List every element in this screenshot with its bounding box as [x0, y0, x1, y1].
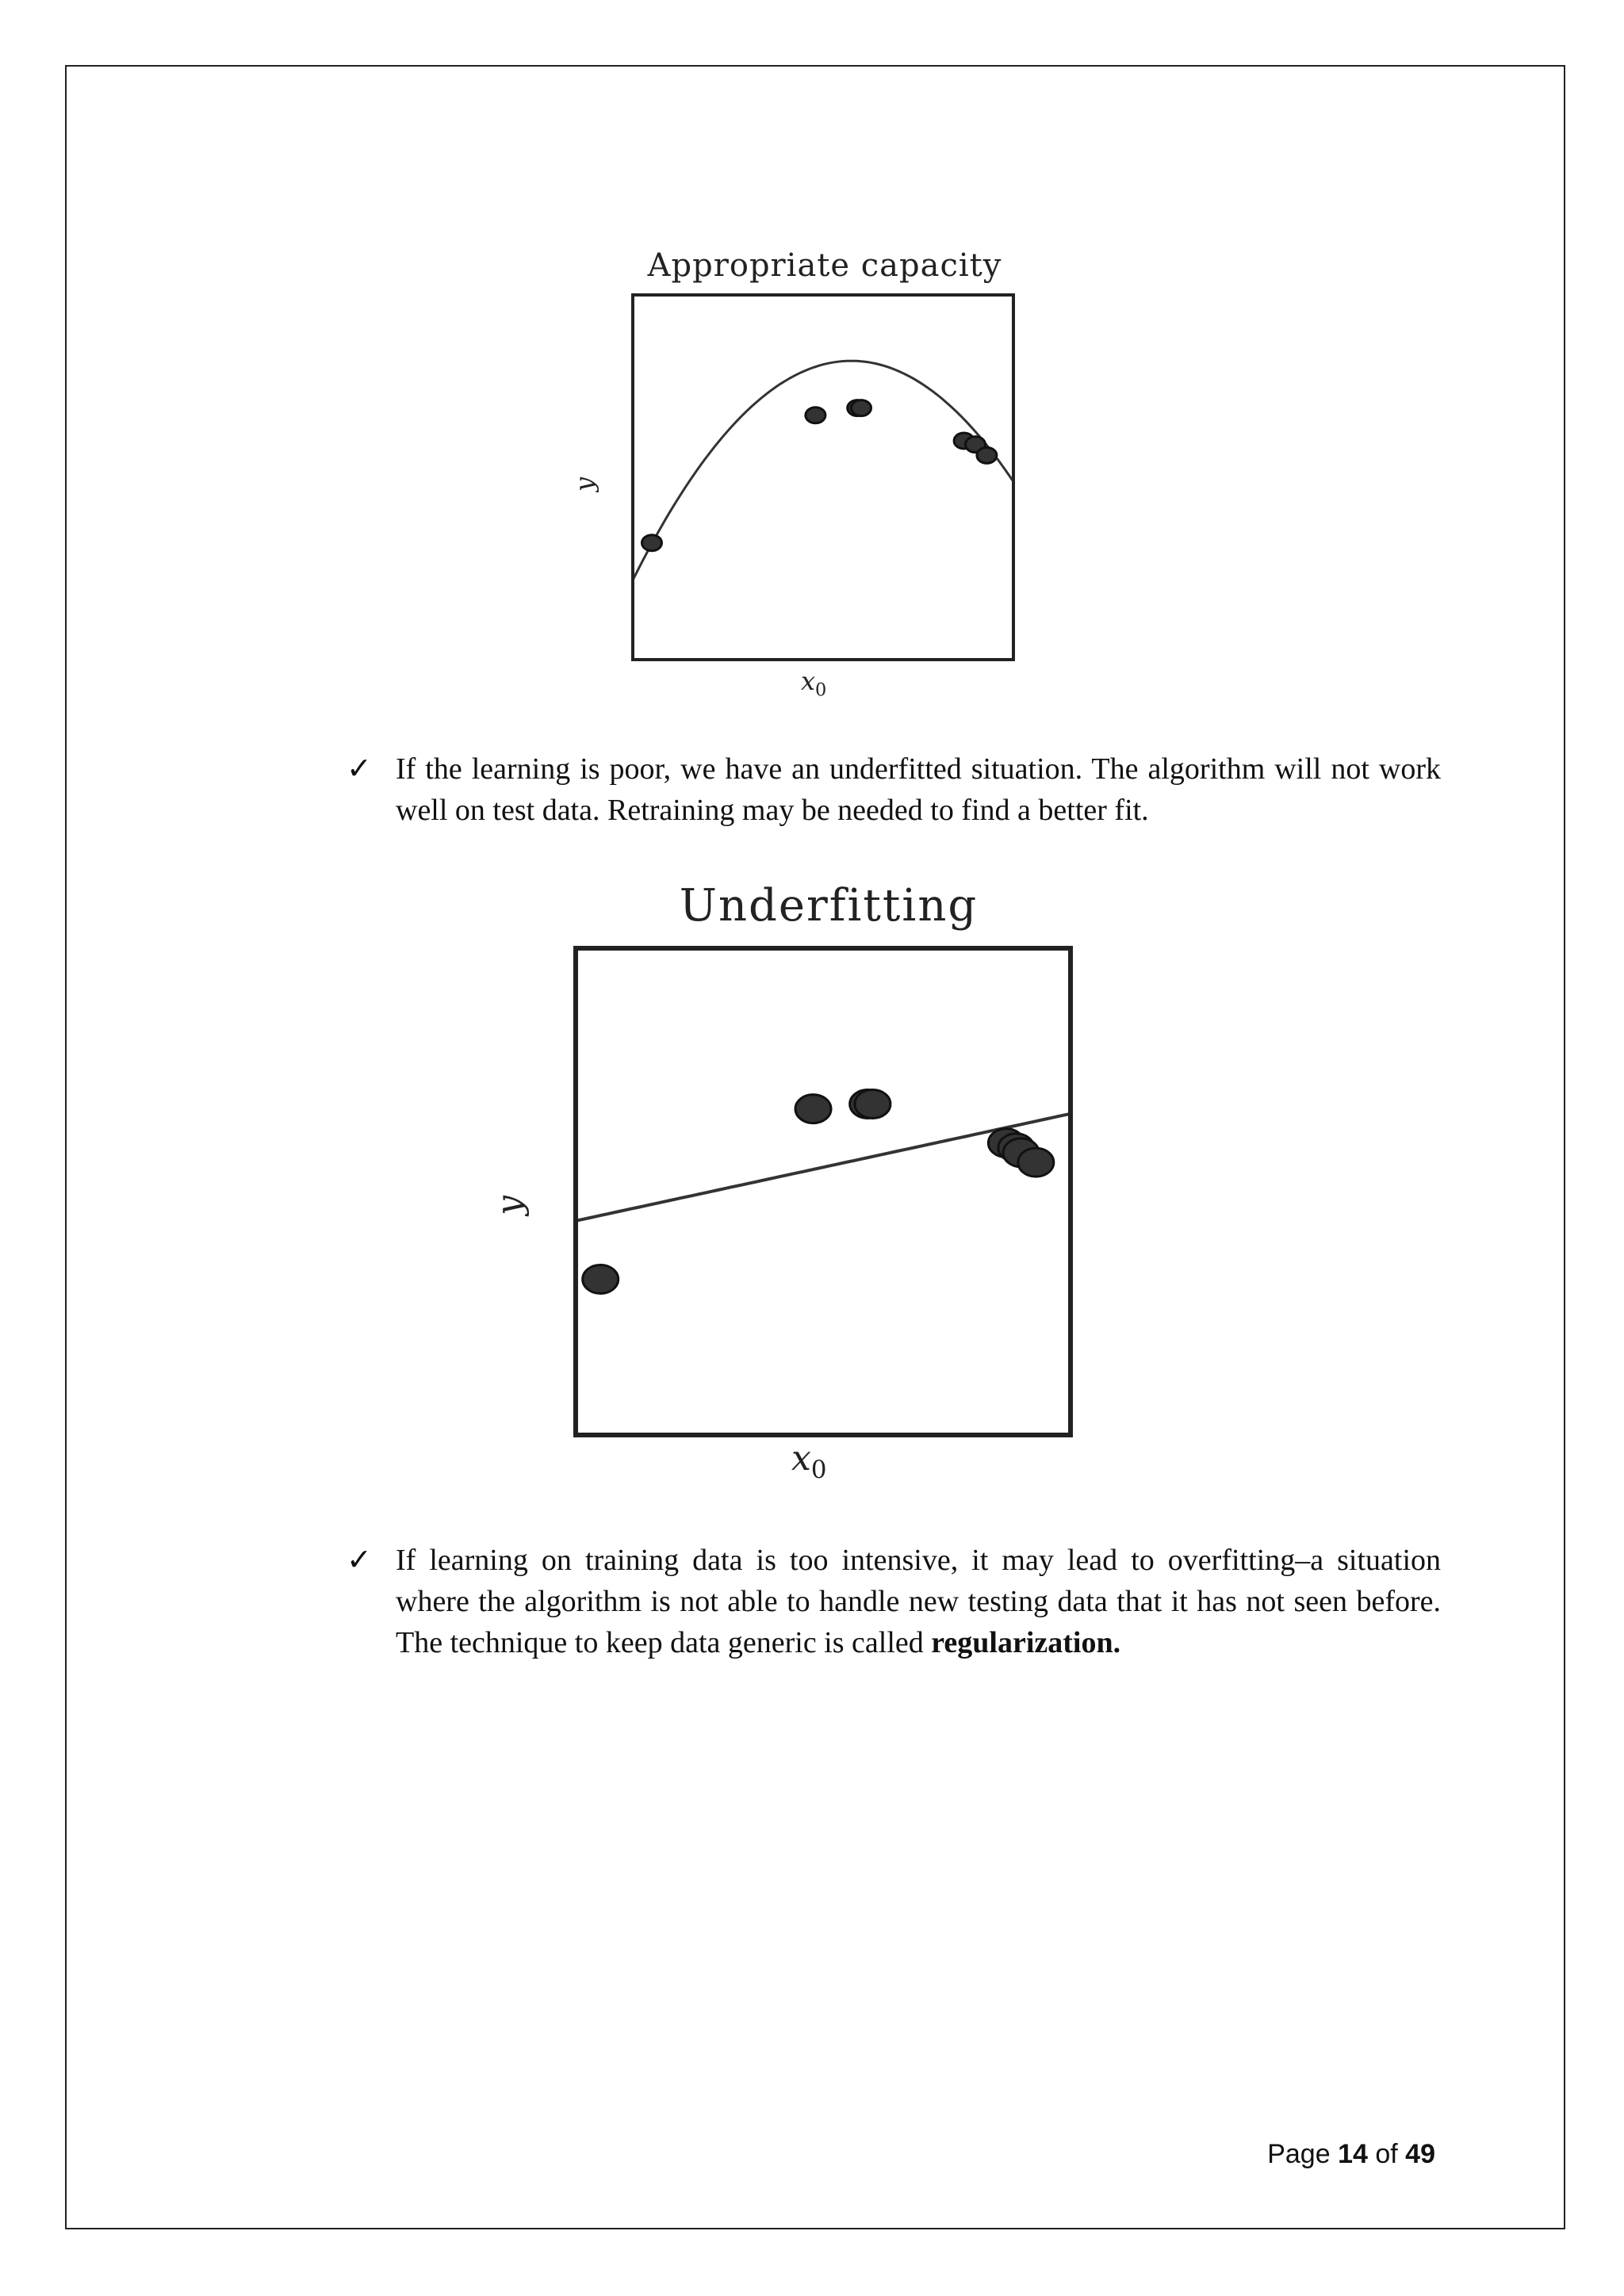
bullet-text: [396, 748, 1441, 831]
plot-frame: [576, 948, 1071, 1435]
figure-title: Underfitting: [679, 880, 979, 932]
data-point: [852, 400, 871, 416]
figure-underfitting: [488, 880, 1094, 1498]
data-point: [642, 535, 662, 551]
data-point: [1018, 1148, 1054, 1177]
data-point: [977, 447, 997, 463]
y-axis-label: y: [569, 476, 600, 492]
checkmark-icon: ✓: [347, 752, 372, 786]
x-axis-label: $x_0$: [801, 666, 827, 701]
x-axis-label: $x_0$: [791, 1438, 827, 1484]
data-point: [583, 1265, 619, 1294]
chart-appropriate-capacity: [555, 238, 1094, 714]
data-point: [795, 1095, 831, 1123]
data-point: [806, 408, 825, 423]
bullet-overfitting: [347, 1540, 1441, 1674]
bullet-paragraph: If learning on training data is too intensive, it may lead to overfitting–a situation where the algorithm is not able to handle new testing data that it has not seen before. The technique to keep data generic is called regularization.: [396, 1544, 1441, 1659]
y-axis-label: y: [488, 1196, 530, 1215]
page-number: Page 14 of 49: [1267, 2139, 1435, 2169]
bold-term: regularization.: [931, 1626, 1121, 1659]
plot-frame: [633, 295, 1013, 660]
bullet-underfitted: [347, 748, 1441, 836]
fit-line: [633, 361, 1013, 580]
bullet-paragraph: If the learning is poor, we have an underfitted situation. The algorithm will not work well on test data. Retraining may be needed to find a better fit.: [396, 752, 1441, 827]
figure-title: Appropriate capacity: [647, 247, 1002, 284]
data-point: [855, 1089, 891, 1118]
bullet-text: [396, 1540, 1441, 1663]
checkmark-icon: ✓: [347, 1544, 372, 1577]
chart-underfitting: [492, 880, 1094, 1498]
figure-appropriate-capacity: [555, 238, 1094, 714]
